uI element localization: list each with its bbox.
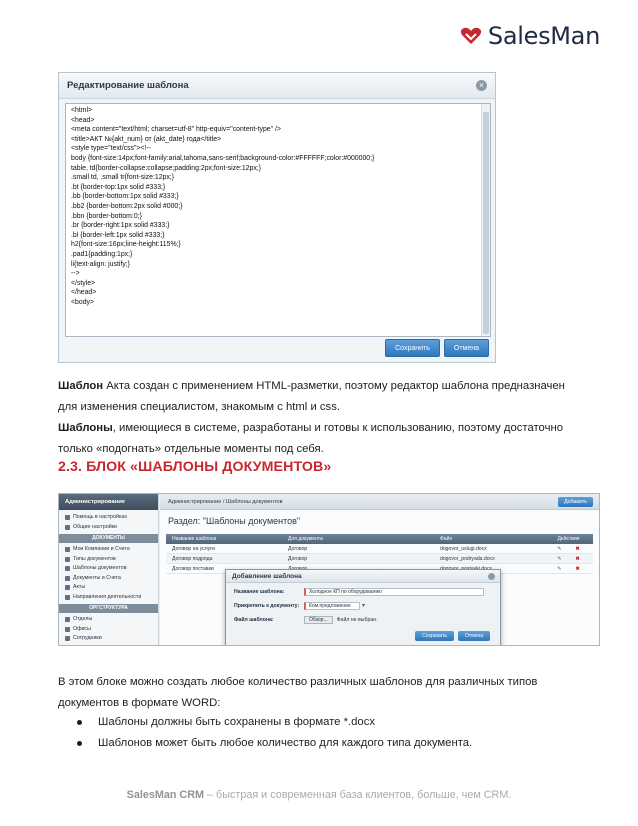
code-line: <body> xyxy=(71,298,94,306)
act-icon xyxy=(65,585,70,590)
code-lines xyxy=(66,104,490,307)
file-status: Файл не выбран. xyxy=(336,616,378,623)
code-line: .pad1{padding:1px;} xyxy=(71,250,133,258)
column-header[interactable]: Название шаблона xyxy=(172,536,217,542)
sidebar-item-label: Шаблоны документов xyxy=(73,565,127,571)
paragraph-templates xyxy=(58,418,578,459)
file-label: Файл шаблона: xyxy=(234,616,274,623)
table-row[interactable] xyxy=(166,544,593,554)
list-item xyxy=(58,733,578,754)
sidebar-section-org: ОРГСТРУКТУРА xyxy=(59,604,158,613)
breadcrumb-text: Администрирование / Шаблоны документов xyxy=(168,499,283,505)
sidebar-item-label: Направления деятельности xyxy=(73,593,142,600)
paragraph-templates-bold: Шаблоны xyxy=(58,422,113,434)
sidebar-item-employees[interactable] xyxy=(59,634,158,644)
delete-icon[interactable]: ✖ xyxy=(575,546,580,552)
code-line: .bb2 {border-bottom:2px solid #000;} xyxy=(71,202,183,210)
editor-title: Редактирование шаблона xyxy=(67,80,189,91)
bullet-icon xyxy=(77,720,82,725)
direction-icon xyxy=(65,595,70,600)
edit-icon[interactable]: ✎ xyxy=(557,546,562,552)
gear-icon xyxy=(65,525,70,530)
code-line: .bbn {border-bottom:0;} xyxy=(71,212,142,220)
logo-heart-icon xyxy=(460,27,482,45)
help-icon xyxy=(65,515,70,520)
code-line: --> xyxy=(71,270,80,278)
code-line: h2{font-size:16px;line-height:115%;} xyxy=(71,241,181,249)
sidebar-item-directions[interactable] xyxy=(59,593,158,603)
admin-sidebar xyxy=(59,494,159,645)
sidebar-item-label: Документы и Счета xyxy=(73,574,121,581)
list-item-text: Шаблоны должны быть сохранены в формате *.docx xyxy=(98,716,375,728)
editor-scrollbar[interactable] xyxy=(481,104,490,336)
document-templates-window xyxy=(58,493,600,646)
cell-doc: Договор xyxy=(288,546,308,552)
template-editor-window xyxy=(58,72,496,363)
editor-title-bar xyxy=(59,73,495,99)
delete-icon[interactable]: ✖ xyxy=(575,566,580,572)
code-line: .bt {border-top:1px solid #333;} xyxy=(71,183,166,191)
column-header: Действия xyxy=(557,536,580,542)
template-icon xyxy=(65,566,70,571)
edit-icon[interactable]: ✎ xyxy=(557,566,562,572)
code-line: <html> xyxy=(71,107,93,114)
sidebar-item-label: Типы документов xyxy=(73,555,116,562)
sidebar-item-label: Общие настройки xyxy=(73,523,117,530)
sidebar-item-offices[interactable] xyxy=(59,625,158,635)
sidebar-item-label: Акты xyxy=(73,584,86,590)
footer-brand: SalesMan CRM xyxy=(126,789,205,801)
code-line: .bl {border-left:1px solid #333;} xyxy=(71,231,165,239)
sidebar-item-doc-types[interactable] xyxy=(59,555,158,565)
users-icon xyxy=(65,636,70,641)
dialog-save-button[interactable]: Сохранить xyxy=(415,631,454,641)
sidebar-item-settings[interactable] xyxy=(59,523,158,533)
sidebar-item-acts[interactable] xyxy=(59,583,158,593)
close-icon[interactable] xyxy=(488,573,495,580)
code-line: <head> xyxy=(71,116,95,124)
page-footer xyxy=(0,789,638,801)
cell-file: dogovor_uslugi.docx xyxy=(440,546,487,552)
add-button[interactable]: Добавить xyxy=(558,497,593,507)
dialog-title-text: Добавление шаблона xyxy=(232,573,302,580)
paragraph-template-bold: Шаблон xyxy=(58,380,104,392)
cancel-button[interactable]: Отмена xyxy=(444,339,489,357)
office-icon xyxy=(65,627,70,632)
column-header[interactable]: Для документа xyxy=(288,536,323,542)
chevron-down-icon[interactable]: ▾ xyxy=(362,603,366,609)
cell-file: dogovor_podryada.docx xyxy=(440,556,495,562)
code-line: li{text-align: justify;} xyxy=(71,260,130,268)
section-title: Раздел: "Шаблоны документов" xyxy=(168,516,301,526)
code-line: table, td{border-collapse:collapse;padding:2px;font-size:12px;} xyxy=(71,164,262,172)
code-line: <title>АКТ №{akt_num} от {akt_date} года</title> xyxy=(71,135,222,143)
logo-text: SalesMan xyxy=(487,22,600,50)
sidebar-item-docs-invoices[interactable] xyxy=(59,574,158,584)
bullet-icon xyxy=(77,741,82,746)
code-line: <style type="text/css"><!-- xyxy=(71,145,151,153)
section-heading: 2.3. БЛОК «ШАБЛОНЫ ДОКУМЕНТОВ» xyxy=(58,459,332,475)
cell-name: Договор поставки xyxy=(172,566,214,572)
code-editor[interactable] xyxy=(65,103,491,337)
save-button[interactable]: Сохранить xyxy=(385,339,440,357)
dialog-cancel-button[interactable]: Отмена xyxy=(458,631,490,641)
close-icon[interactable]: × xyxy=(476,80,487,91)
dialog-buttons xyxy=(415,631,490,641)
sidebar-item-label: Офисы xyxy=(73,625,91,632)
dialog-title xyxy=(226,570,500,583)
sidebar-item-label: Помощь в настройках xyxy=(73,514,128,520)
sidebar-item-label: Мои Компании и Счета xyxy=(73,546,130,552)
code-line: <meta content="text/html; charset=utf-8" http-equiv="content-type" /> xyxy=(71,126,281,134)
table-header xyxy=(166,534,593,544)
cell-name: Договор подряда xyxy=(172,556,213,562)
browse-button[interactable]: Обзор... xyxy=(304,616,333,624)
code-line: body {font-size:14px;font-family:arial,tahoma,sans-serif;background-color:#FFFFFF;color:#000000;} xyxy=(71,154,375,162)
name-label: Название шаблона: xyxy=(234,588,285,595)
code-line: .bb {border-bottom:1px solid #333;} xyxy=(71,193,179,201)
document-select[interactable]: Ком.предложение xyxy=(304,602,360,610)
sidebar-item-label: Отделы xyxy=(73,616,93,622)
add-template-dialog xyxy=(225,569,501,646)
salesman-logo xyxy=(460,22,600,50)
list-item xyxy=(58,712,578,733)
column-header[interactable]: Файл xyxy=(440,536,453,542)
sidebar-item-help[interactable] xyxy=(59,513,158,523)
list-item-text: Шаблонов может быть любое количество для каждого типа документа. xyxy=(98,737,473,749)
edit-icon[interactable]: ✎ xyxy=(557,556,562,562)
sidebar-item-doc-templates[interactable] xyxy=(59,564,158,574)
breadcrumb xyxy=(160,494,599,510)
paragraph-block: В этом блоке можно создать любое количество различных шаблонов для различных типов документов в формате WORD: xyxy=(58,676,538,709)
dialog-row-attach xyxy=(226,600,500,611)
paragraph-templates-text: , имеющиеся в системе, разработаны и готовы к использованию, поэтому достаточно только «подогнать» отдельные моменты под себя. xyxy=(58,422,563,455)
footer-text: – быстрая и современная база клиентов, больше, чем CRM. xyxy=(204,789,512,801)
cell-doc: Договор xyxy=(288,556,308,562)
code-line: .br {border-right:1px solid #333;} xyxy=(71,222,170,230)
table-row[interactable] xyxy=(166,554,593,564)
editor-buttons xyxy=(385,339,489,357)
cell-name: Договор на услуги xyxy=(172,546,215,552)
code-line: </style> xyxy=(71,279,96,287)
paragraph-template xyxy=(58,376,578,417)
attach-label: Прикрепить к документу: xyxy=(234,602,300,609)
delete-icon[interactable]: ✖ xyxy=(575,556,580,562)
building-icon xyxy=(65,547,70,552)
bullet-list xyxy=(58,712,578,754)
sidebar-title: Администрирование xyxy=(59,494,158,510)
code-line: </head> xyxy=(71,289,97,297)
dialog-row-file xyxy=(226,614,500,625)
sidebar-section-docs: ДОКУМЕНТЫ xyxy=(59,534,158,543)
code-line: .small td, .small tr{font-size:12px;} xyxy=(71,174,175,182)
document-icon xyxy=(65,557,70,562)
paragraph-template-text: Акта создан с применением HTML-разметки, поэтому редактор шаблона предназначен для изменения специалистом, знакомым с html и css. xyxy=(58,380,565,413)
templates-table xyxy=(166,534,593,574)
template-name-input[interactable]: Холодное КП по оборудованию xyxy=(304,588,484,596)
department-icon xyxy=(65,617,70,622)
sidebar-item-companies[interactable] xyxy=(59,545,158,555)
sidebar-item-departments[interactable] xyxy=(59,615,158,625)
dialog-row-name xyxy=(226,586,500,597)
invoice-icon xyxy=(65,576,70,581)
sidebar-item-label: Сотрудники xyxy=(73,635,102,641)
